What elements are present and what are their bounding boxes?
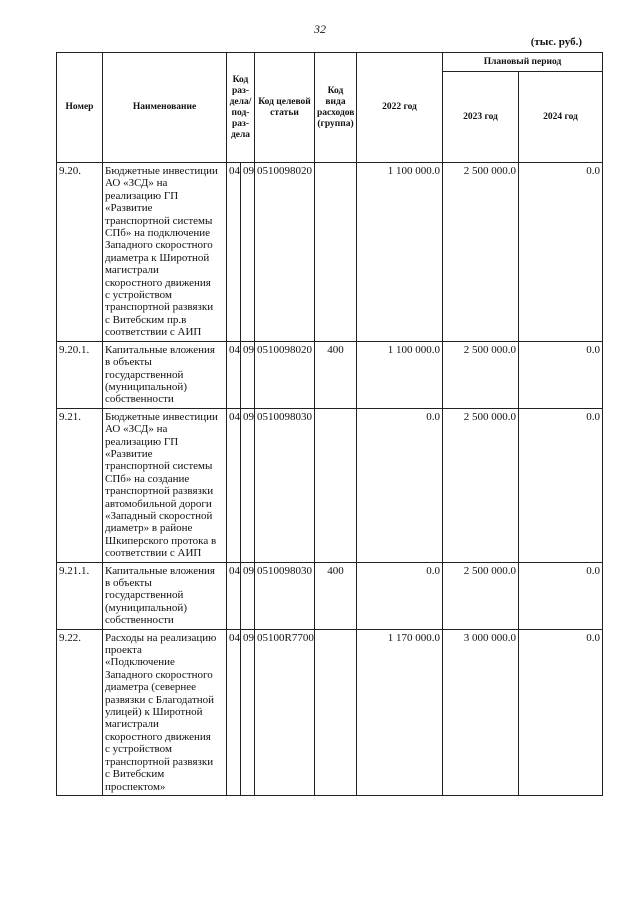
row-amount-2024: 0.0 <box>519 341 603 408</box>
row-subsection-code: 09 <box>241 629 255 795</box>
row-name-line: соответствии с АИП <box>105 326 202 339</box>
row-name-line: диаметр» в районе <box>105 522 193 535</box>
row-name-line: транспортной системы <box>105 460 213 473</box>
row-name-line: диаметра (севернее <box>105 681 197 694</box>
row-name-line: в объекты <box>105 577 152 589</box>
row-name-line: Капитальные вложения <box>105 343 215 356</box>
row-subsection-code: 09 <box>241 562 255 629</box>
header-year-2024: 2024 год <box>519 72 603 163</box>
row-amount-2022: 0.0 <box>357 562 443 629</box>
row-amount-2022: 0.0 <box>357 408 443 562</box>
row-name-line: собственности <box>105 614 174 627</box>
header-year-2023: 2023 год <box>443 72 519 163</box>
row-amount-2024: 0.0 <box>519 408 603 562</box>
page-number: 32 <box>314 22 326 36</box>
table-row <box>57 562 603 629</box>
row-name-line: транспортной развязки <box>105 301 214 314</box>
row-target-code: 0510098020 <box>255 163 315 342</box>
header-year-2022: 2022 год <box>357 53 443 163</box>
row-name-line: автомобильной дороги <box>105 497 212 510</box>
row-target-code: 0510098030 <box>255 562 315 629</box>
row-name-line: транспортной развязки <box>105 755 214 768</box>
row-expense-type-code: 400 <box>315 562 357 629</box>
header-section-code: Код раз-дела/ под-раз-дела <box>227 53 255 163</box>
row-amount-2024: 0.0 <box>519 163 603 342</box>
row-name-line: проспектом» <box>105 780 166 793</box>
header-row <box>57 53 603 72</box>
row-amount-2023: 2 500 000.0 <box>443 562 519 629</box>
row-expense-type-code <box>315 629 357 795</box>
row-section-code: 04 <box>227 341 241 408</box>
row-name-line: соответствии с АИП <box>105 547 202 560</box>
row-name-line: транспортной системы <box>105 214 213 227</box>
budget-table <box>56 52 603 796</box>
row-name-line: «Развитие <box>105 447 153 460</box>
row-section-code: 04 <box>227 408 241 562</box>
row-section-code: 04 <box>227 163 241 342</box>
row-expense-type-code <box>315 408 357 562</box>
row-amount-2022: 1 100 000.0 <box>357 163 443 342</box>
header-number: Номер <box>57 53 103 163</box>
header-target-code: Код целевой статьи <box>255 53 315 163</box>
row-name-line: «Подключение <box>105 656 175 669</box>
row-name <box>103 163 227 342</box>
row-name-line: собственности <box>105 393 174 406</box>
row-number: 9.20.1. <box>57 341 103 408</box>
row-amount-2023: 2 500 000.0 <box>443 408 519 562</box>
row-name-line: развязки с Благодатной <box>105 693 215 706</box>
row-name <box>103 408 227 562</box>
row-name-line: (муниципальной) <box>105 601 187 614</box>
row-name-line: «Западный скоростной <box>105 509 213 522</box>
row-name-line: с устройством <box>105 743 172 756</box>
row-name-line: скоростного движения <box>105 730 211 743</box>
table-row <box>57 408 603 562</box>
row-name-line: Бюджетные инвестиции <box>105 165 218 177</box>
row-number: 9.20. <box>57 163 103 342</box>
row-name-line: магистрали <box>105 264 159 277</box>
table-row <box>57 341 603 408</box>
row-number: 9.21.1. <box>57 562 103 629</box>
row-target-code: 0510098020 <box>255 341 315 408</box>
row-amount-2024: 0.0 <box>519 629 603 795</box>
row-name-line: диаметра к Широтной <box>105 251 210 264</box>
row-name-line: Шкиперского протока в <box>105 534 217 547</box>
row-subsection-code: 09 <box>241 163 255 342</box>
row-subsection-code: 09 <box>241 408 255 562</box>
row-target-code: 0510098030 <box>255 408 315 562</box>
row-name-line: транспортной развязки <box>105 485 214 498</box>
row-name-line: с Витебским <box>105 768 165 781</box>
row-name-line: государственной <box>105 589 184 602</box>
table-row <box>57 163 603 342</box>
row-name-line: АО «ЗСД» на <box>105 423 168 436</box>
row-name-line: Расходы на реализацию <box>105 631 217 644</box>
row-name-line: СПб» на создание <box>105 472 190 485</box>
row-section-code: 04 <box>227 562 241 629</box>
row-name-line: скоростного движения <box>105 276 211 289</box>
row-name-line: с Витебским пр.в <box>105 313 187 326</box>
row-subsection-code: 09 <box>241 341 255 408</box>
row-amount-2023: 2 500 000.0 <box>443 163 519 342</box>
row-name-line: в объекты <box>105 356 152 369</box>
header-planning-period: Плановый период <box>443 53 603 72</box>
row-name-line: «Развитие <box>105 202 153 215</box>
row-name-line: реализацию ГП <box>105 189 179 202</box>
row-name-line: Западного скоростного <box>105 668 213 681</box>
row-expense-type-code <box>315 163 357 342</box>
row-amount-2022: 1 170 000.0 <box>357 629 443 795</box>
row-number: 9.21. <box>57 408 103 562</box>
row-name-line: реализацию ГП <box>105 435 179 448</box>
row-name-line: СПб» на подключение <box>105 227 211 240</box>
header-name: Наименование <box>103 53 227 163</box>
table-row <box>57 629 603 795</box>
row-name-line: (муниципальной) <box>105 380 187 393</box>
row-target-code: 05100R7700 <box>255 629 315 795</box>
row-name-line: магистрали <box>105 718 159 731</box>
units-label: (тыс. руб.) <box>530 36 582 48</box>
row-amount-2024: 0.0 <box>519 562 603 629</box>
row-name-line: АО «ЗСД» на <box>105 177 168 190</box>
row-name-line: Бюджетные инвестиции <box>105 410 218 423</box>
row-name-line: улицей) к Широтной <box>105 706 203 719</box>
row-amount-2023: 3 000 000.0 <box>443 629 519 795</box>
row-name-line: государственной <box>105 368 184 381</box>
row-section-code: 04 <box>227 629 241 795</box>
row-number: 9.22. <box>57 629 103 795</box>
row-name-line: Капитальные вложения <box>105 564 215 577</box>
row-name <box>103 629 227 795</box>
row-name-line: проекта <box>105 644 142 657</box>
row-amount-2023: 2 500 000.0 <box>443 341 519 408</box>
row-name <box>103 562 227 629</box>
row-name-line: Западного скоростного <box>105 239 213 252</box>
row-name-line: с устройством <box>105 289 172 302</box>
row-expense-type-code: 400 <box>315 341 357 408</box>
header-expense-type-code: Код вида расходов (группа) <box>315 53 357 163</box>
row-amount-2022: 1 100 000.0 <box>357 341 443 408</box>
row-name <box>103 341 227 408</box>
